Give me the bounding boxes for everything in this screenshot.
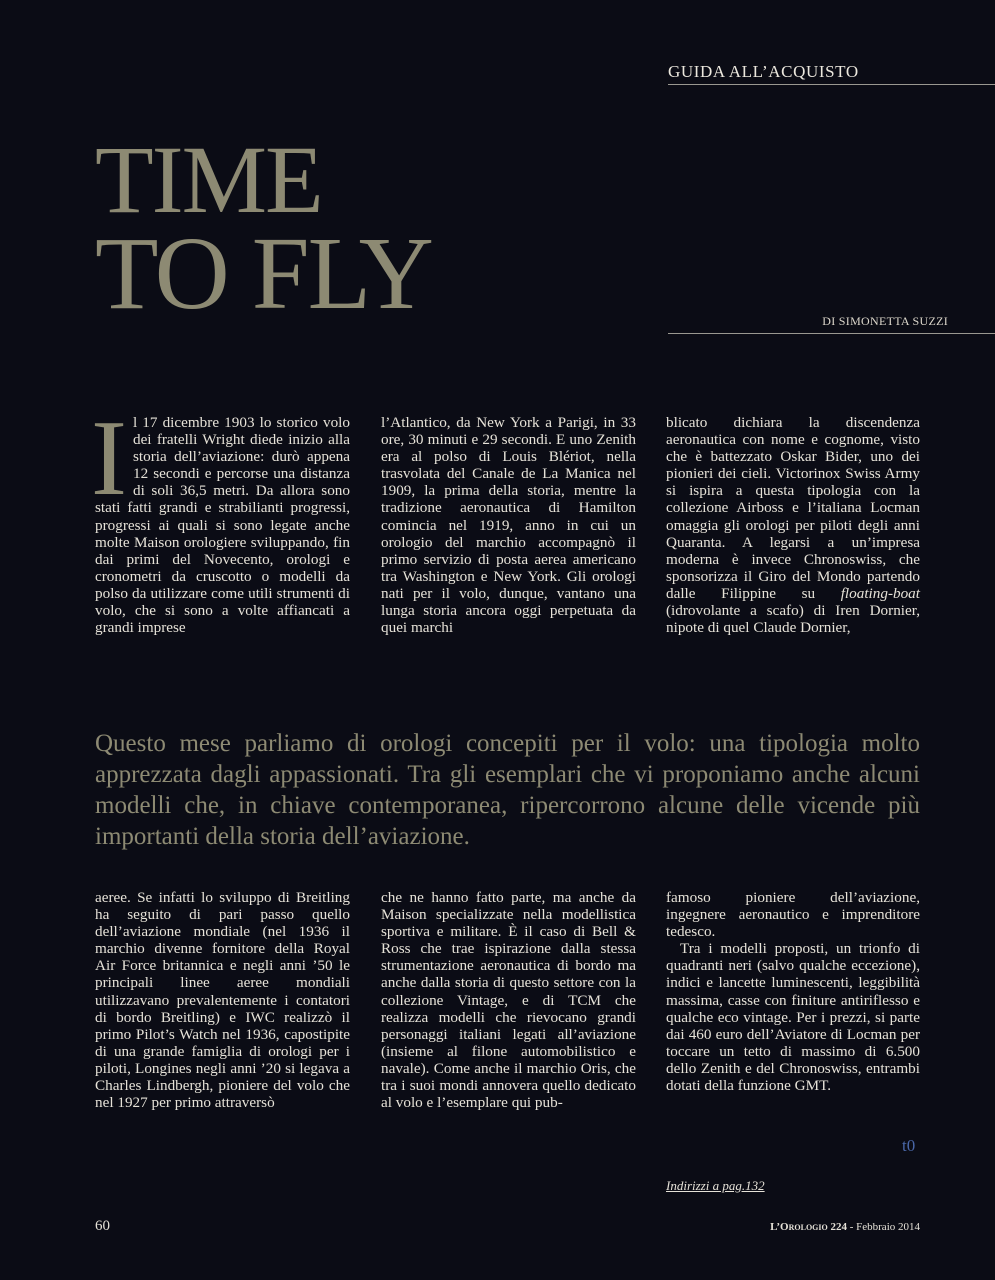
column-3-text-after: (idrovolante a scafo) di Iren Dornier, nipote di quel Claude Dornier,: [666, 602, 920, 637]
headline-line-2: TO FLY: [95, 216, 432, 331]
footer-issue-number: 224: [830, 1221, 847, 1233]
article-column-1: [91, 399, 350, 704]
section-title: GUIDA ALL’ACQUISTO: [668, 62, 859, 81]
article-column-4: [95, 889, 350, 1199]
end-mark-logo: t0: [902, 1136, 916, 1155]
footer-publication-info: [640, 1221, 920, 1233]
column-3-text-before: blicato dichiara la discendenza aeronautica con nome e cognome, visto che è battezzato Oskar Bider, uno dei pionieri dei cieli. Victorinox Swiss Army si ispira a questa tipologia con la collezione Airboss e l’italiana Locman omaggia gli orologi per piloti degli anni Quaranta. A legarsi a un’impresa moderna è invece Chronoswiss, che sponsorizza il Giro del Mondo partendo dalle Filippine su: [666, 414, 920, 602]
column-3-italic-term: floating-boat: [840, 584, 920, 602]
column-6-paragraph-1: famoso pioniere dell’aviazione, ingegnere aeronautico e imprenditore tedesco.: [666, 889, 920, 941]
footer-magazine-name: L’Orologio: [770, 1221, 828, 1233]
article-column-5: [381, 889, 636, 1199]
column-4-text: aeree. Se infatti lo sviluppo di Breitling ha seguito di pari passo quello dell’aviazione mondiale (nel 1936 il marchio divenne fornitore della Royal Air Force britannica e negli anni ’50 le principali linee aeree mondiali utilizzavano prevalentemente i contatori di bordo Breitling) e IWC realizzò il primo Pilot’s Watch nel 1936, capostipite di una grande famiglia di orologi per i piloti, Longines negli anni ’20 si legava a Charles Lindbergh, pioniere del volo che nel 1927 per primo attraversò: [95, 889, 350, 1112]
footer-date: - Febbraio 2014: [849, 1221, 920, 1233]
header-rule: [668, 84, 995, 85]
article-column-3: [666, 414, 920, 704]
column-5-text: che ne hanno fatto parte, ma anche da Maison specializzate nella modellistica sportiva e militare. È il caso di Bell & Ross che trae ispirazione dalla stessa strumentazione aeronautica di bordo ma anche dalla storia di questo settore con la collezione Vintage, e di TCM che realizza modelli che rievocano grandi personaggi italiani legati all’aviazione (insieme al filone automobilistico e navale). Come anche il marchio Oris, che tra i suoi mondi annovera quello dedicato al volo e l’esemplare qui pub-: [381, 889, 636, 1112]
byline: DI SIMONETTA SUZZI: [822, 314, 948, 328]
headline-line-1: TIME: [95, 126, 322, 233]
byline-rule: [668, 333, 995, 334]
page-number: 60: [95, 1218, 110, 1234]
drop-cap: I: [91, 399, 127, 518]
article-column-2: [381, 414, 636, 704]
address-note-link[interactable]: Indirizzi a pag.132: [666, 1178, 765, 1193]
article-column-6: [666, 889, 920, 1164]
column-1-text: l 17 dicembre 1903 lo storico volo dei fratelli Wright diede inizio alla storia dell’aviazione: durò appena 12 secondi e percorse una distanza di soli 36,5 metri. Da allora sono stati fatti grandi e strabilianti progressi, progressi ai quali si sono legate anche molte Maison orologiere sviluppando, fin dai primi del Novecento, orologi e cronometri da cruscotto o modelli da polso da utilizzare come utili strumenti di volo, che si sono a volte affiancati a grandi imprese: [95, 414, 350, 637]
column-6-paragraph-2: Tra i modelli proposti, un trionfo di quadranti neri (salvo qualche eccezione), indici e lancette luminescenti, leggibilità massima, casse con finiture antiriflesso e qualche eco vintage. Per i prezzi, si parte dai 460 euro dell’Aviatore di Locman per toccare un tetto di massimo di 6.500 dello Zenith e del Chronoswiss, entrambi dotati della funzione GMT.: [666, 940, 920, 1095]
pull-quote: Questo mese parliamo di orologi concepiti per il volo: una tipologia molto apprezzata dagli appassionati. Tra gli esemplari che vi proponiamo anche alcuni modelli che, in chiave contemporanea, ripercorrono alcune delle vicende più importanti della storia dell’aviazione.: [95, 730, 920, 850]
column-2-text: l’Atlantico, da New York a Parigi, in 33 ore, 30 minuti e 29 secondi. E uno Zenith era al polso di Louis Blériot, nella trasvolata del Canale de La Manica nel 1909, la prima della storia, mentre la tradizione aeronautica di Hamilton comincia nel 1919, anno in cui un orologio del marchio accompagnò il primo servizio di posta aerea americano tra Washington e New York. Gli orologi nati per il volo, dunque, vantano una lunga storia ancora oggi perpetuata da quei marchi: [381, 414, 636, 637]
